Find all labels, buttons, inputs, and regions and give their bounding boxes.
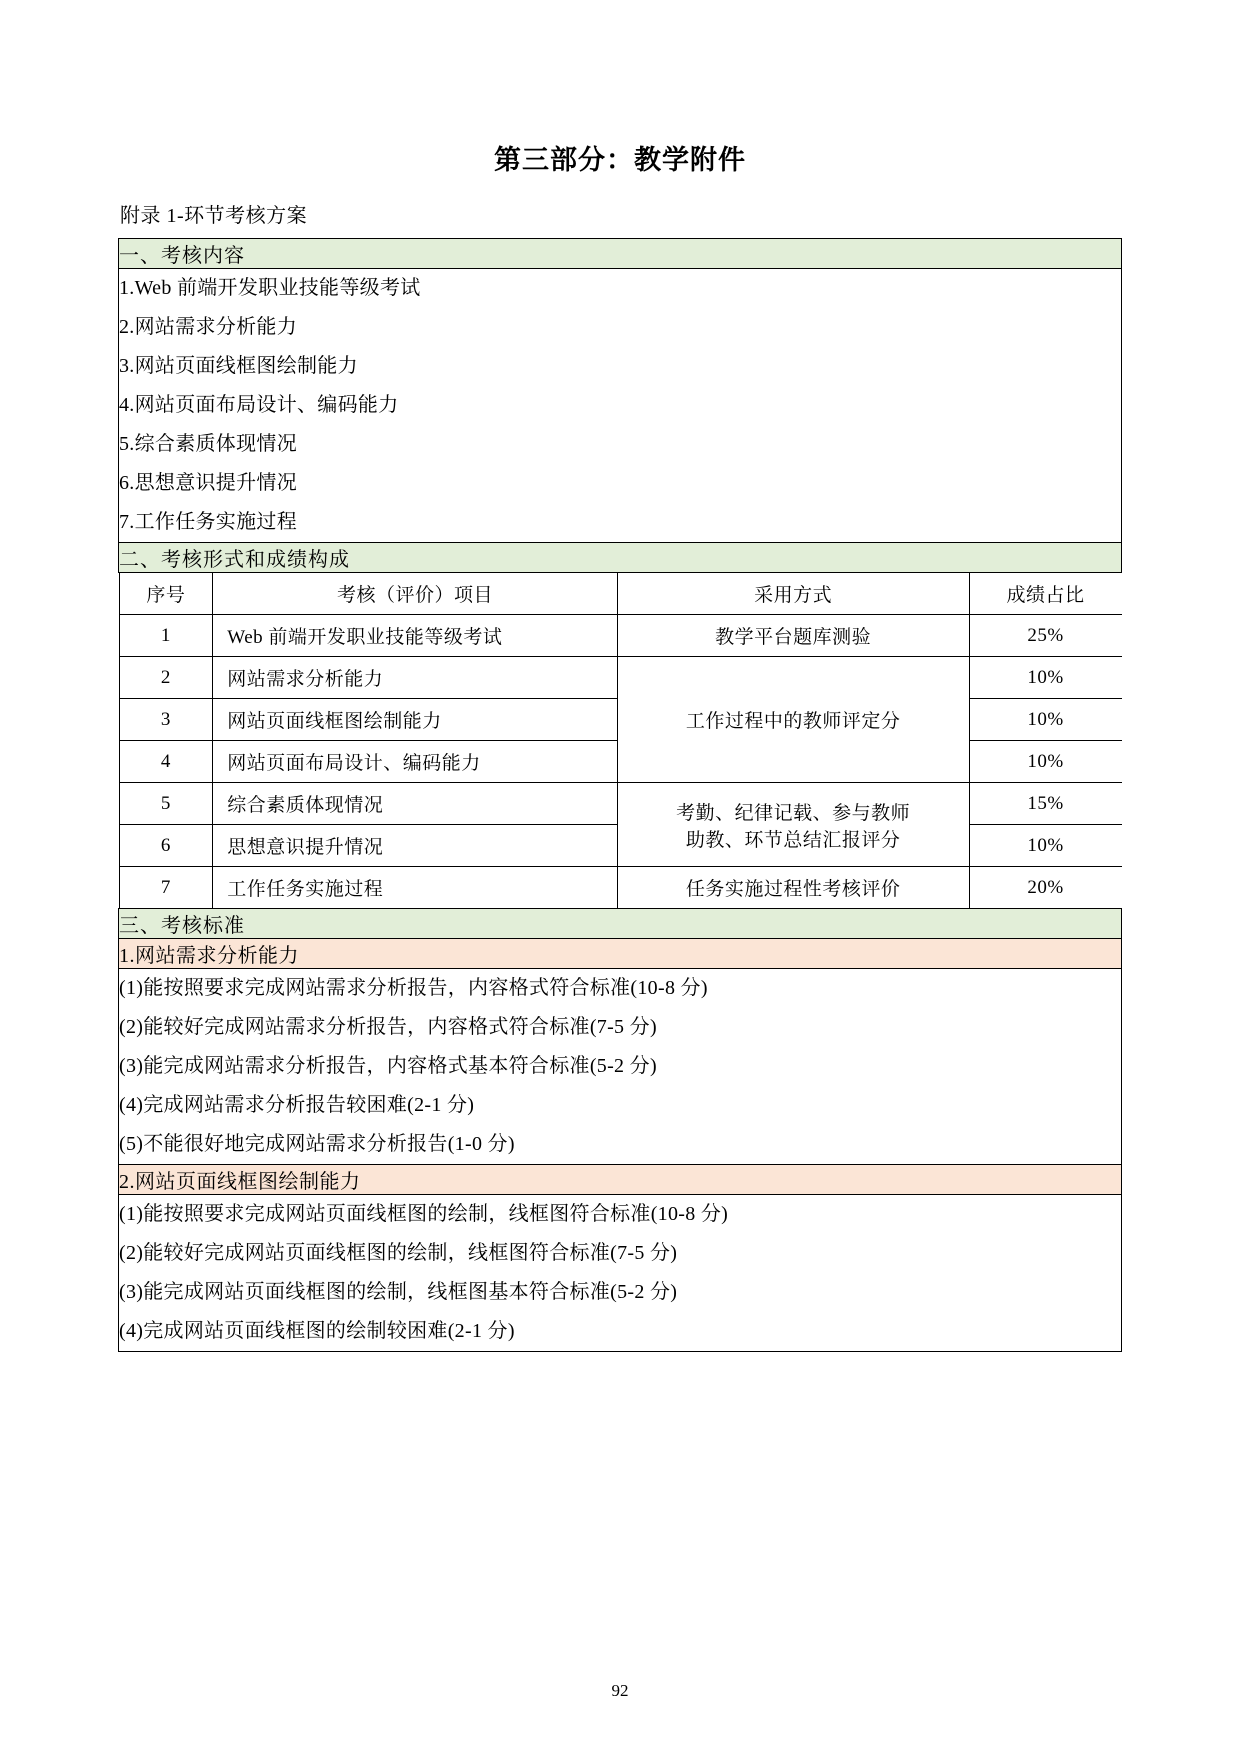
- list-item: 2.网站需求分析能力: [119, 316, 297, 338]
- criteria-block-title: 2.网站页面线框图绘制能力: [119, 1165, 1122, 1195]
- row-weight: 15%: [969, 783, 1121, 825]
- row-weight: 25%: [969, 615, 1121, 657]
- score-composition-table: [119, 573, 1122, 908]
- list-item: (4)完成网站需求分析报告较困难(2-1 分): [119, 1094, 475, 1116]
- row-method: 任务实施过程性考核评价: [617, 867, 969, 909]
- row-no: 5: [119, 783, 213, 825]
- row-item: 网站需求分析能力: [213, 657, 618, 699]
- row-item: 综合素质体现情况: [213, 783, 618, 825]
- criteria-block2-content-row: [119, 1195, 1122, 1352]
- list-item: 7.工作任务实施过程: [119, 511, 297, 533]
- row-no: 2: [119, 657, 213, 699]
- method-line-2: 助教、环节总结汇报评分: [685, 829, 901, 851]
- column-header-item: 考核（评价）项目: [213, 573, 618, 615]
- column-header-method: 采用方式: [617, 573, 969, 615]
- row-method-merged: [617, 783, 969, 867]
- list-item: 6.思想意识提升情况: [119, 472, 297, 494]
- row-weight: 10%: [969, 657, 1121, 699]
- row-weight: 10%: [969, 825, 1121, 867]
- page-number: 92: [611, 1681, 629, 1700]
- row-no: 1: [119, 615, 213, 657]
- section3-heading: 三、考核标准: [119, 909, 1122, 939]
- row-method-merged: 工作过程中的教师评定分: [617, 657, 969, 783]
- row-method: 教学平台题库测验: [617, 615, 969, 657]
- row-item: 网站页面线框图绘制能力: [213, 699, 618, 741]
- criteria-block-content: [119, 1195, 1122, 1352]
- list-item: (2)能较好完成网站需求分析报告，内容格式符合标准(7-5 分): [119, 1016, 657, 1038]
- list-item: (5)不能很好地完成网站需求分析报告(1-0 分): [119, 1133, 515, 1155]
- criteria-block1-content-row: [119, 969, 1122, 1165]
- table-header-row: [119, 573, 1122, 615]
- column-header-weight: 成绩占比: [969, 573, 1121, 615]
- row-no: 4: [119, 741, 213, 783]
- list-item: 4.网站页面布局设计、编码能力: [119, 394, 399, 416]
- row-item: 网站页面布局设计、编码能力: [213, 741, 618, 783]
- list-item: 5.综合素质体现情况: [119, 433, 297, 455]
- row-no: 7: [119, 867, 213, 909]
- criteria-block-content: [119, 969, 1122, 1165]
- table-row: [119, 867, 1122, 909]
- list-item: 3.网站页面线框图绘制能力: [119, 355, 358, 377]
- section2-content: [119, 573, 1122, 909]
- row-weight: 10%: [969, 699, 1121, 741]
- column-header-no: 序号: [119, 573, 213, 615]
- table-row: [119, 783, 1122, 825]
- section1-heading-row: [119, 239, 1122, 269]
- assessment-table: [118, 238, 1122, 1352]
- row-weight: 20%: [969, 867, 1121, 909]
- row-item: 工作任务实施过程: [213, 867, 618, 909]
- criteria-block2-title-row: [119, 1165, 1122, 1195]
- criteria-block-title: 1.网站需求分析能力: [119, 939, 1122, 969]
- row-no: 3: [119, 699, 213, 741]
- section2-heading-row: [119, 543, 1122, 573]
- row-item: 思想意识提升情况: [213, 825, 618, 867]
- section1-heading: 一、考核内容: [119, 239, 1122, 269]
- page-title: 第三部分：教学附件: [494, 145, 746, 175]
- method-line-1: 考勤、纪律记载、参与教师: [676, 802, 911, 824]
- section3-heading-row: [119, 909, 1122, 939]
- list-item: (2)能较好完成网站页面线框图的绘制，线框图符合标准(7-5 分): [119, 1242, 678, 1264]
- list-item: (3)能完成网站页面线框图的绘制，线框图基本符合标准(5-2 分): [119, 1281, 678, 1303]
- appendix-label: 附录 1-环节考核方案: [120, 205, 308, 227]
- list-item: (4)完成网站页面线框图的绘制较困难(2-1 分): [119, 1320, 515, 1342]
- list-item: (3)能完成网站需求分析报告，内容格式基本符合标准(5-2 分): [119, 1055, 657, 1077]
- row-weight: 10%: [969, 741, 1121, 783]
- section2-content-row: [119, 573, 1122, 909]
- criteria-block1-title-row: [119, 939, 1122, 969]
- list-item: (1)能按照要求完成网站页面线框图的绘制，线框图符合标准(10-8 分): [119, 1203, 729, 1225]
- row-item: Web 前端开发职业技能等级考试: [213, 615, 618, 657]
- list-item: 1.Web 前端开发职业技能等级考试: [119, 277, 421, 299]
- section2-heading: 二、考核形式和成绩构成: [119, 543, 1122, 573]
- section1-content: [119, 269, 1122, 543]
- row-no: 6: [119, 825, 213, 867]
- list-item: (1)能按照要求完成网站需求分析报告，内容格式符合标准(10-8 分): [119, 977, 708, 999]
- table-row: [119, 615, 1122, 657]
- table-row: [119, 657, 1122, 699]
- section1-content-row: [119, 269, 1122, 543]
